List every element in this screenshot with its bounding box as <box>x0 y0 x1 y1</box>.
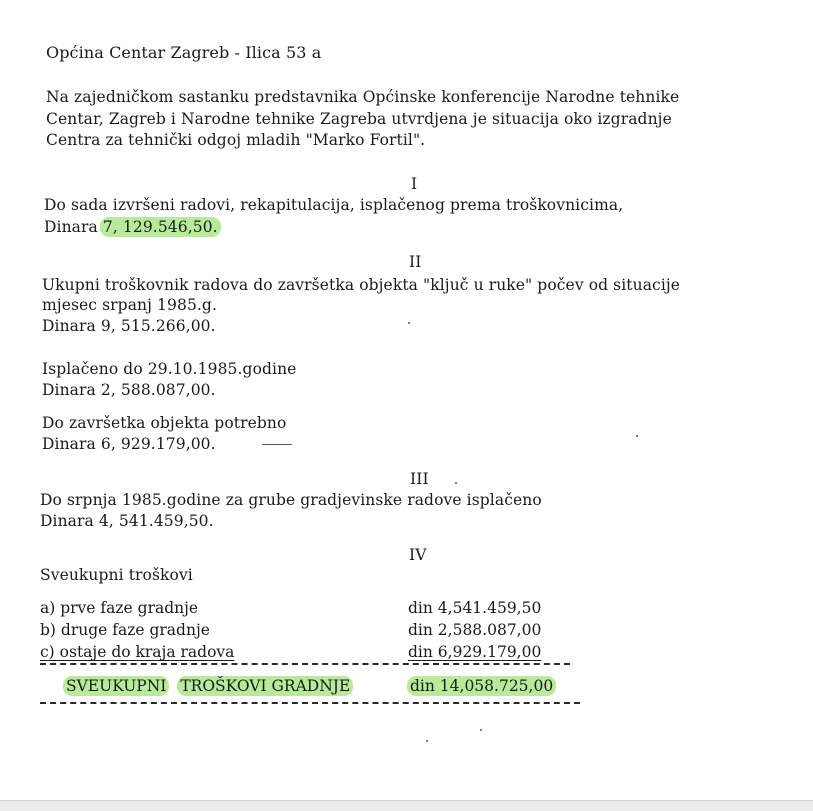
scan-speck <box>636 435 638 437</box>
cost-row-label: b) druge faze gradnje <box>40 621 210 639</box>
section-1-amount-highlight: 7, 129.546,50. <box>100 217 221 237</box>
scan-speck <box>455 482 457 484</box>
section-numeral-2: II <box>409 253 422 271</box>
scan-speck <box>408 322 410 324</box>
scan-speck <box>480 729 482 731</box>
section-1-prefix: Dinara <box>44 218 98 236</box>
section-2-needed-amount: Dinara 6, 929.179,00. <box>42 435 216 453</box>
total-label-highlight-2: TROŠKOVI GRADNJE <box>177 676 353 696</box>
scan-speck <box>426 740 428 742</box>
intro-line-1: Na zajedničkom sastanku predstavnika Općinske konferencije Narodne tehnike <box>46 88 680 106</box>
section-numeral-1: I <box>411 175 418 193</box>
intro-line-2: Centar, Zagreb i Narodne tehnike Zagreba utvrdjena je situacija oko izgradnje <box>46 110 672 128</box>
scan-speck <box>262 444 292 445</box>
cost-row-label: a) prve faze gradnje <box>40 599 199 617</box>
section-4-title: Sveukupni troškovi <box>40 566 193 584</box>
section-2-paid-label: Isplačeno do 29.10.1985.godine <box>42 360 297 378</box>
total-label-highlight-1: SVEUKUPNI <box>63 676 169 696</box>
section-2-line-2: mjesec srpanj 1985.g. <box>42 296 217 314</box>
section-1-line-1: Do sada izvršeni radovi, rekapitulacija, isplačenog prema troškovnicima, <box>44 196 624 214</box>
section-numeral-3: III <box>410 470 429 488</box>
total-label <box>66 677 350 695</box>
section-2-line-1: Ukupni troškovnik radova do završetka objekta "ključ u ruke" počev od situacije <box>42 276 681 294</box>
section-2-line-3: Dinara 9, 515.266,00. <box>42 317 216 335</box>
total-amount <box>410 677 553 695</box>
cost-row-amount: din 6,929.179,00 <box>408 643 542 661</box>
section-numeral-4: IV <box>409 546 427 564</box>
section-2-paid-amount: Dinara 2, 588.087,00. <box>42 381 216 399</box>
section-1-amount-line <box>44 218 218 236</box>
scan-bottom-edge <box>0 800 813 811</box>
cost-row-label: c) ostaje do kraja radova <box>40 643 235 661</box>
cost-row-amount: din 2,588.087,00 <box>408 621 542 639</box>
section-3-line-2: Dinara 4, 541.459,50. <box>40 512 214 530</box>
document-header: Općina Centar Zagreb - Ilica 53 a <box>46 43 322 62</box>
dashed-separator-top <box>40 663 570 665</box>
total-amount-highlight: din 14,058.725,00 <box>407 676 556 696</box>
cost-row-amount: din 4,541.459,50 <box>408 599 542 617</box>
section-2-needed-label: Do završetka objekta potrebno <box>42 414 287 432</box>
dashed-separator-bottom <box>40 702 580 704</box>
intro-line-3: Centra za tehnički odgoj mladih "Marko Fortil". <box>46 131 426 149</box>
section-3-line-1: Do srpnja 1985.godine za grube gradjevinske radove isplačeno <box>40 491 542 509</box>
